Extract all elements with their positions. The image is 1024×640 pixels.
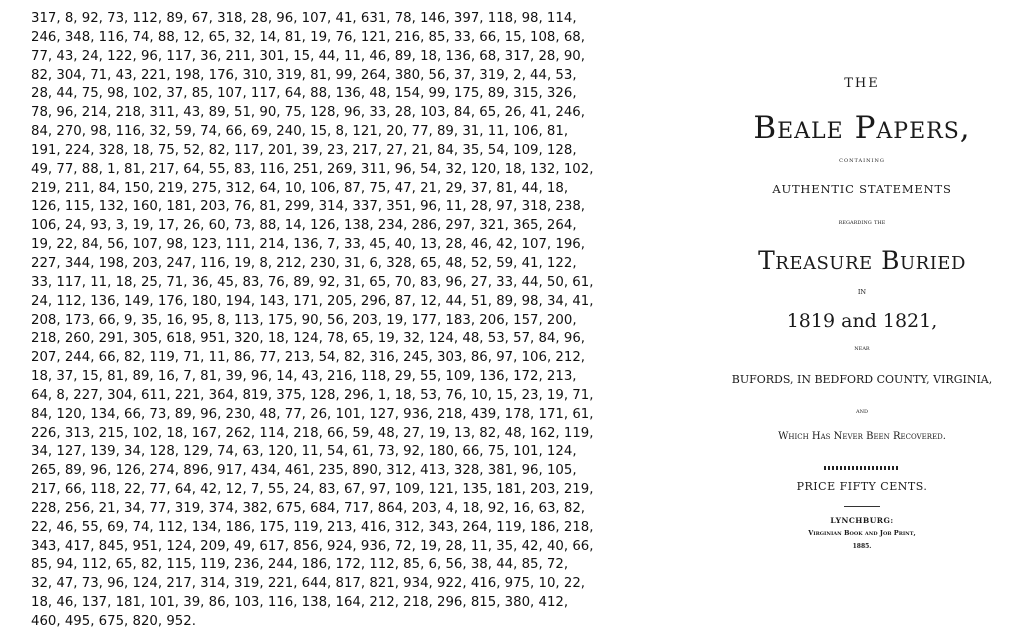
main-title: Beale Papers,: [753, 110, 971, 146]
cipher-line: 78, 96, 214, 218, 311, 43, 89, 51, 90, 75, 128, 96, 33, 28, 103, 84, 65, 26, 41, 246,: [31, 105, 585, 121]
year-text: 1885.: [852, 543, 872, 550]
cipher-line: 191, 224, 328, 18, 75, 52, 82, 117, 201, 39, 23, 217, 27, 21, 84, 35, 54, 109, 128,: [31, 142, 577, 158]
cipher-line: 207, 244, 66, 82, 119, 71, 11, 86, 77, 213, 54, 82, 316, 245, 303, 86, 97, 106, 212,: [31, 350, 586, 366]
cipher-line: 84, 120, 134, 66, 73, 89, 96, 230, 48, 77, 26, 101, 127, 936, 218, 439, 178, 171, 61,: [31, 406, 594, 422]
city-text: LYNCHBURG:: [830, 516, 894, 525]
cipher-line: 218, 260, 291, 305, 618, 951, 320, 18, 124, 78, 65, 19, 32, 124, 48, 53, 57, 84, 96,: [31, 331, 586, 347]
cipher-line: 460, 495, 675, 820, 952.: [31, 614, 196, 629]
cipher-line: 126, 115, 132, 160, 181, 203, 76, 81, 299, 314, 337, 351, 96, 11, 28, 97, 318, 238,: [31, 199, 586, 215]
authentic-statements: AUTHENTIC STATEMENTS: [772, 182, 952, 196]
divider-rule: [844, 506, 880, 507]
cipher-line: 343, 417, 845, 951, 124, 209, 49, 617, 856, 924, 936, 72, 19, 28, 11, 35, 42, 40, 66,: [31, 538, 594, 554]
ornamental-rule: [824, 466, 900, 470]
cipher-line: 227, 344, 198, 203, 247, 116, 19, 8, 212, 230, 31, 6, 328, 65, 48, 52, 59, 41, 122,: [31, 255, 577, 271]
price-text: PRICE FIFTY CENTS.: [796, 480, 928, 493]
cipher-line: 265, 89, 96, 126, 274, 896, 917, 434, 461, 235, 890, 312, 413, 328, 381, 96, 105,: [31, 463, 577, 479]
cipher-text: [31, 10, 721, 632]
never-recovered-text: Which Has Never Been Recovered.: [778, 431, 946, 442]
in-label: IN: [857, 288, 867, 296]
cipher-line: 22, 46, 55, 69, 74, 112, 134, 186, 175, 119, 213, 416, 312, 343, 264, 119, 186, 218,: [31, 519, 594, 535]
title-the: THE: [844, 76, 880, 91]
near-label: near: [854, 344, 870, 352]
cipher-line: 18, 46, 137, 181, 101, 39, 86, 103, 116, 138, 164, 212, 218, 296, 815, 380, 412,: [31, 595, 569, 611]
location-text: BUFORDS, IN BEDFORD COUNTY, VIRGINIA,: [731, 373, 993, 386]
treasure-buried-title: Treasure Buried: [758, 246, 966, 275]
cipher-line: 19, 22, 84, 56, 107, 98, 123, 111, 214, 136, 7, 33, 45, 40, 13, 28, 46, 42, 107, 196,: [31, 237, 585, 253]
cipher-line: 84, 270, 98, 116, 32, 59, 74, 66, 69, 240, 15, 8, 121, 20, 77, 89, 31, 11, 106, 81,: [31, 124, 569, 140]
cipher-line: 24, 112, 136, 149, 176, 180, 194, 143, 171, 205, 296, 87, 12, 44, 51, 89, 98, 34, 41,: [31, 293, 594, 309]
cipher-line: 317, 8, 92, 73, 112, 89, 67, 318, 28, 96, 107, 41, 631, 78, 146, 397, 118, 98, 114,: [31, 11, 577, 26]
cipher-line: 217, 66, 118, 22, 77, 64, 42, 12, 7, 55, 24, 83, 67, 97, 109, 121, 135, 181, 203, 219,: [31, 482, 594, 498]
cipher-line: 228, 256, 21, 34, 77, 319, 374, 382, 675, 684, 717, 864, 203, 4, 18, 92, 16, 63, 82,: [31, 500, 586, 516]
printer-text: Virginian Book and Job Print,: [808, 529, 916, 537]
regarding-label: regarding the: [838, 218, 886, 226]
and-label: and: [856, 407, 868, 415]
cipher-line: 32, 47, 73, 96, 124, 217, 314, 319, 221, 644, 817, 821, 934, 922, 416, 975, 10, 22,: [31, 576, 586, 592]
cipher-line: 34, 127, 139, 34, 128, 129, 74, 63, 120, 11, 54, 61, 73, 92, 180, 66, 75, 101, 124,: [31, 444, 577, 460]
cipher-line: 28, 44, 75, 98, 102, 37, 85, 107, 117, 64, 88, 136, 48, 154, 99, 175, 89, 315, 326,: [31, 86, 577, 102]
cipher-line: 85, 94, 112, 65, 82, 115, 119, 236, 244, 186, 172, 112, 85, 6, 56, 38, 44, 85, 72,: [31, 557, 569, 573]
containing-label: containing: [839, 156, 885, 164]
cipher-line: 226, 313, 215, 102, 18, 167, 262, 114, 218, 66, 59, 48, 27, 19, 13, 82, 48, 162, 119,: [31, 425, 594, 441]
cipher-line: 106, 24, 93, 3, 19, 17, 26, 60, 73, 88, 14, 126, 138, 234, 286, 297, 321, 365, 264,: [31, 218, 577, 234]
cipher-line: 77, 43, 24, 122, 96, 117, 36, 211, 301, 15, 44, 11, 46, 89, 18, 136, 68, 317, 28, 90,: [31, 48, 585, 64]
cipher-line: 82, 304, 71, 43, 221, 198, 176, 310, 319, 81, 99, 264, 380, 56, 37, 319, 2, 44, 53,: [31, 67, 577, 83]
cipher-line: 246, 348, 116, 74, 88, 12, 65, 32, 14, 81, 19, 76, 121, 216, 85, 33, 66, 15, 108, 68,: [31, 29, 585, 45]
cipher-line: 33, 117, 11, 18, 25, 71, 36, 45, 83, 76, 89, 92, 31, 65, 70, 83, 96, 27, 33, 44, 50, 61,: [31, 274, 594, 290]
years-text: 1819 and 1821,: [786, 310, 938, 332]
cipher-line: 208, 173, 66, 9, 35, 16, 95, 8, 113, 175, 90, 56, 203, 19, 177, 183, 206, 157, 200,: [31, 312, 577, 328]
cipher-line: 18, 37, 15, 81, 89, 16, 7, 81, 39, 96, 14, 43, 216, 118, 29, 55, 109, 136, 172, 213,: [31, 369, 577, 385]
cipher-line: 219, 211, 84, 150, 219, 275, 312, 64, 10, 106, 87, 75, 47, 21, 29, 37, 81, 44, 18,: [31, 180, 569, 196]
cipher-line: 64, 8, 227, 304, 611, 221, 364, 819, 375, 128, 296, 1, 18, 53, 76, 10, 15, 23, 19, 71,: [31, 387, 594, 403]
cipher-line: 49, 77, 88, 1, 81, 217, 64, 55, 83, 116, 251, 269, 311, 96, 54, 32, 120, 18, 132, 102,: [31, 161, 594, 177]
